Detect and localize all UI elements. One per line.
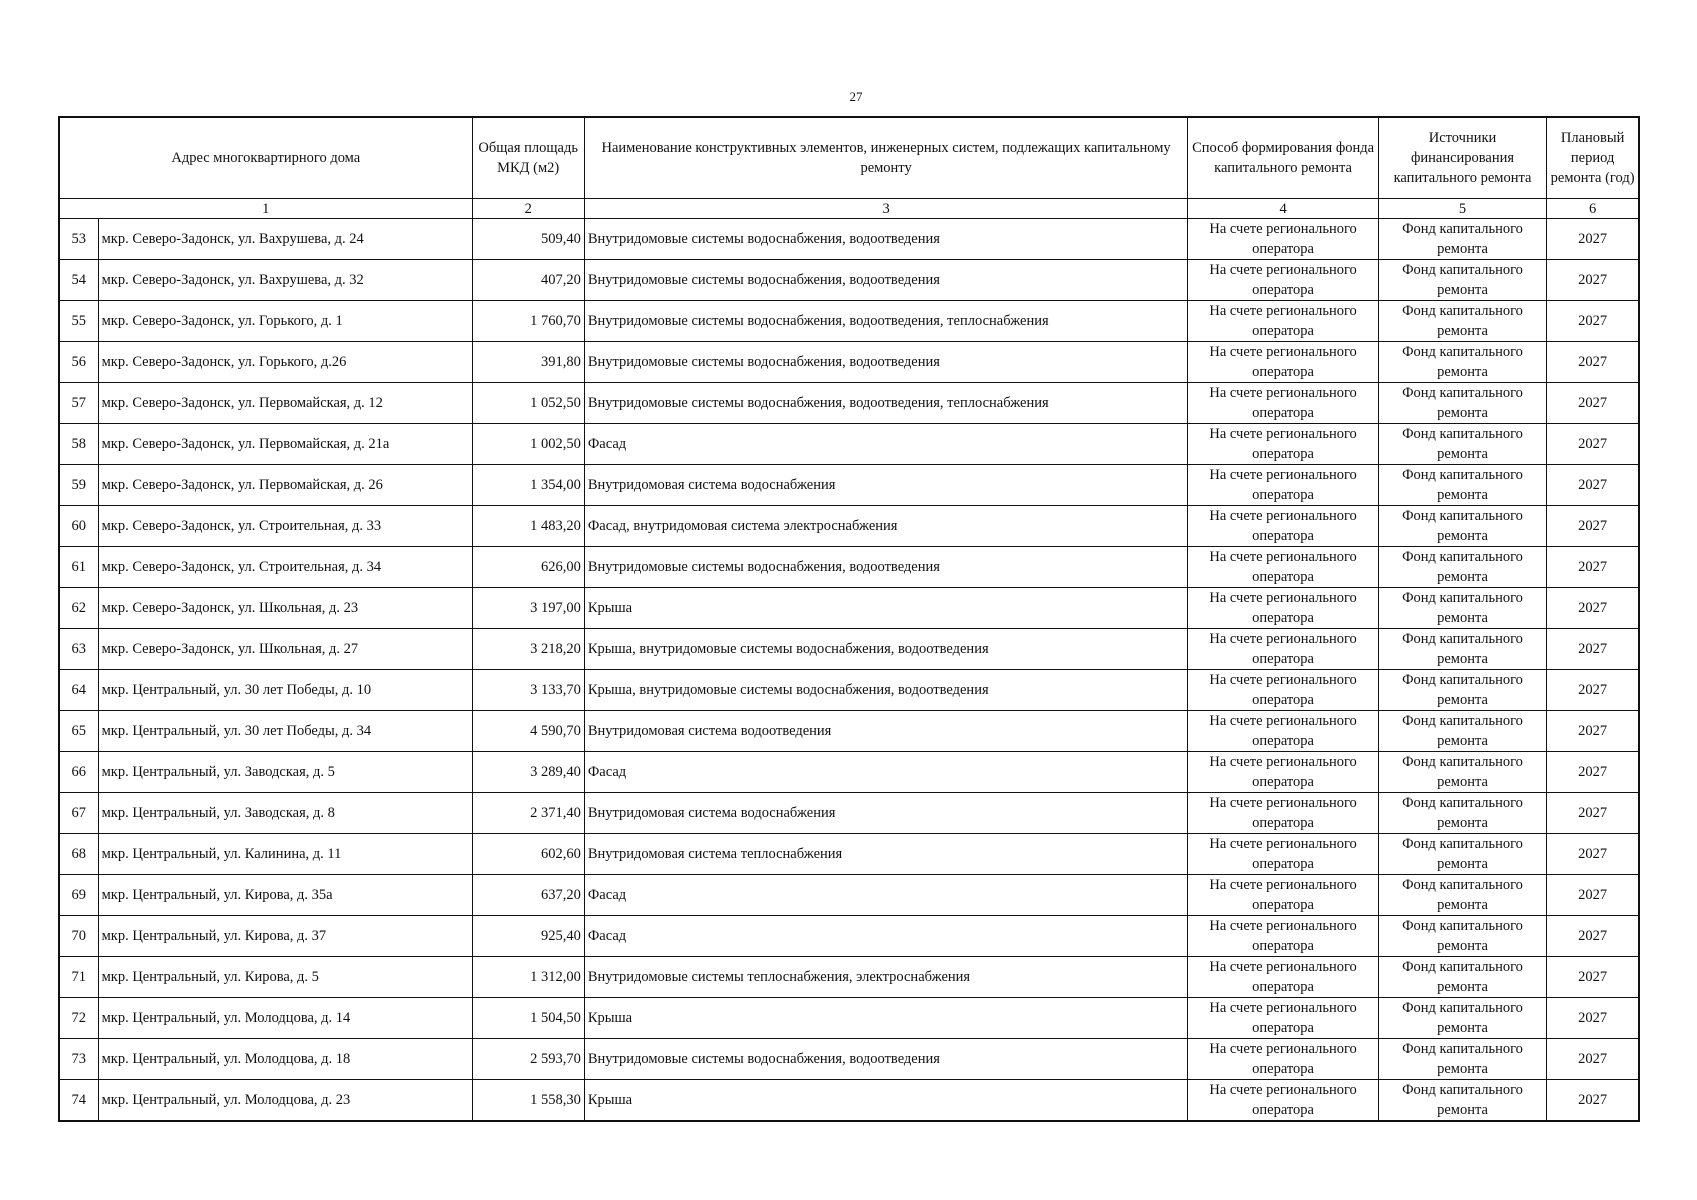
table-row xyxy=(59,875,1639,916)
method-cell: На счете регионального оператора xyxy=(1188,301,1378,342)
source-cell: Фонд капитального ремонта xyxy=(1378,1039,1546,1080)
area-cell: 407,20 xyxy=(472,260,584,301)
area-cell: 1 760,70 xyxy=(472,301,584,342)
row-number: 66 xyxy=(59,752,98,793)
area-cell: 1 312,00 xyxy=(472,957,584,998)
column-number: 1 xyxy=(59,199,472,219)
table-row xyxy=(59,670,1639,711)
address-cell: мкр. Северо-Задонск, ул. Горького, д.26 xyxy=(98,342,472,383)
elements-cell: Внутридомовые системы теплоснабжения, электроснабжения xyxy=(584,957,1188,998)
table-row xyxy=(59,588,1639,629)
table-row xyxy=(59,998,1639,1039)
address-cell: мкр. Центральный, ул. Калинина, д. 11 xyxy=(98,834,472,875)
area-cell: 637,20 xyxy=(472,875,584,916)
table-row xyxy=(59,916,1639,957)
year-cell: 2027 xyxy=(1547,588,1639,629)
elements-cell: Внутридомовые системы водоснабжения, водоотведения xyxy=(584,547,1188,588)
source-cell: Фонд капитального ремонта xyxy=(1378,752,1546,793)
area-cell: 602,60 xyxy=(472,834,584,875)
elements-cell: Внутридомовые системы водоснабжения, водоотведения xyxy=(584,1039,1188,1080)
source-cell: Фонд капитального ремонта xyxy=(1378,260,1546,301)
row-number: 60 xyxy=(59,506,98,547)
header-source: Источники финансирования капитального ремонта xyxy=(1378,117,1546,199)
area-cell: 2 593,70 xyxy=(472,1039,584,1080)
column-number: 6 xyxy=(1547,199,1639,219)
method-cell: На счете регионального оператора xyxy=(1188,793,1378,834)
source-cell: Фонд капитального ремонта xyxy=(1378,834,1546,875)
elements-cell: Внутридомовая система водоотведения xyxy=(584,711,1188,752)
address-cell: мкр. Центральный, ул. Кирова, д. 37 xyxy=(98,916,472,957)
table-row xyxy=(59,342,1639,383)
elements-cell: Крыша xyxy=(584,588,1188,629)
address-cell: мкр. Центральный, ул. Молодцова, д. 23 xyxy=(98,1080,472,1122)
column-number: 4 xyxy=(1188,199,1378,219)
table-body xyxy=(59,219,1639,1122)
source-cell: Фонд капитального ремонта xyxy=(1378,465,1546,506)
address-cell: мкр. Северо-Задонск, ул. Строительная, д. 33 xyxy=(98,506,472,547)
method-cell: На счете регионального оператора xyxy=(1188,875,1378,916)
row-number: 63 xyxy=(59,629,98,670)
row-number: 71 xyxy=(59,957,98,998)
source-cell: Фонд капитального ремонта xyxy=(1378,588,1546,629)
source-cell: Фонд капитального ремонта xyxy=(1378,1080,1546,1122)
area-cell: 3 133,70 xyxy=(472,670,584,711)
method-cell: На счете регионального оператора xyxy=(1188,834,1378,875)
row-number: 73 xyxy=(59,1039,98,1080)
address-cell: мкр. Северо-Задонск, ул. Вахрушева, д. 32 xyxy=(98,260,472,301)
address-cell: мкр. Северо-Задонск, ул. Школьная, д. 27 xyxy=(98,629,472,670)
row-number: 69 xyxy=(59,875,98,916)
header-elements: Наименование конструктивных элементов, инженерных систем, подлежащих капитальному ремонту xyxy=(584,117,1188,199)
elements-cell: Внутридомовые системы водоснабжения, водоотведения xyxy=(584,219,1188,260)
method-cell: На счете регионального оператора xyxy=(1188,1080,1378,1122)
year-cell: 2027 xyxy=(1547,506,1639,547)
source-cell: Фонд капитального ремонта xyxy=(1378,670,1546,711)
row-number: 64 xyxy=(59,670,98,711)
source-cell: Фонд капитального ремонта xyxy=(1378,383,1546,424)
column-number: 5 xyxy=(1378,199,1546,219)
elements-cell: Крыша xyxy=(584,1080,1188,1122)
elements-cell: Внутридомовая система водоснабжения xyxy=(584,793,1188,834)
table-row xyxy=(59,465,1639,506)
elements-cell: Внутридомовые системы водоснабжения, водоотведения xyxy=(584,342,1188,383)
row-number: 57 xyxy=(59,383,98,424)
row-number: 67 xyxy=(59,793,98,834)
elements-cell: Крыша, внутридомовые системы водоснабжения, водоотведения xyxy=(584,629,1188,670)
elements-cell: Внутридомовая система водоснабжения xyxy=(584,465,1188,506)
year-cell: 2027 xyxy=(1547,301,1639,342)
header-address: Адрес многоквартирного дома xyxy=(59,117,472,199)
year-cell: 2027 xyxy=(1547,916,1639,957)
year-cell: 2027 xyxy=(1547,670,1639,711)
row-number: 59 xyxy=(59,465,98,506)
year-cell: 2027 xyxy=(1547,875,1639,916)
method-cell: На счете регионального оператора xyxy=(1188,219,1378,260)
area-cell: 3 197,00 xyxy=(472,588,584,629)
row-number: 70 xyxy=(59,916,98,957)
area-cell: 626,00 xyxy=(472,547,584,588)
address-cell: мкр. Северо-Задонск, ул. Первомайская, д. 26 xyxy=(98,465,472,506)
row-number: 74 xyxy=(59,1080,98,1122)
year-cell: 2027 xyxy=(1547,1080,1639,1122)
area-cell: 391,80 xyxy=(472,342,584,383)
year-cell: 2027 xyxy=(1547,752,1639,793)
table-row xyxy=(59,834,1639,875)
area-cell: 925,40 xyxy=(472,916,584,957)
source-cell: Фонд капитального ремонта xyxy=(1378,793,1546,834)
table-row xyxy=(59,1080,1639,1122)
area-cell: 1 483,20 xyxy=(472,506,584,547)
year-cell: 2027 xyxy=(1547,342,1639,383)
table-row xyxy=(59,793,1639,834)
address-cell: мкр. Северо-Задонск, ул. Горького, д. 1 xyxy=(98,301,472,342)
method-cell: На счете регионального оператора xyxy=(1188,670,1378,711)
area-cell: 509,40 xyxy=(472,219,584,260)
address-cell: мкр. Центральный, ул. 30 лет Победы, д. 10 xyxy=(98,670,472,711)
capital-repair-table xyxy=(58,116,1640,1122)
address-cell: мкр. Центральный, ул. Молодцова, д. 14 xyxy=(98,998,472,1039)
area-cell: 3 289,40 xyxy=(472,752,584,793)
method-cell: На счете регионального оператора xyxy=(1188,465,1378,506)
address-cell: мкр. Северо-Задонск, ул. Строительная, д. 34 xyxy=(98,547,472,588)
address-cell: мкр. Центральный, ул. Заводская, д. 8 xyxy=(98,793,472,834)
header-row xyxy=(59,117,1639,199)
elements-cell: Крыша xyxy=(584,998,1188,1039)
header-method: Способ формирования фонда капитального ремонта xyxy=(1188,117,1378,199)
source-cell: Фонд капитального ремонта xyxy=(1378,219,1546,260)
column-number: 3 xyxy=(584,199,1188,219)
year-cell: 2027 xyxy=(1547,465,1639,506)
address-cell: мкр. Центральный, ул. Молодцова, д. 18 xyxy=(98,1039,472,1080)
elements-cell: Фасад xyxy=(584,752,1188,793)
method-cell: На счете регионального оператора xyxy=(1188,342,1378,383)
year-cell: 2027 xyxy=(1547,711,1639,752)
method-cell: На счете регионального оператора xyxy=(1188,588,1378,629)
source-cell: Фонд капитального ремонта xyxy=(1378,547,1546,588)
method-cell: На счете регионального оператора xyxy=(1188,916,1378,957)
source-cell: Фонд капитального ремонта xyxy=(1378,629,1546,670)
area-cell: 4 590,70 xyxy=(472,711,584,752)
column-number-row xyxy=(59,199,1639,219)
row-number: 54 xyxy=(59,260,98,301)
method-cell: На счете регионального оператора xyxy=(1188,1039,1378,1080)
year-cell: 2027 xyxy=(1547,260,1639,301)
year-cell: 2027 xyxy=(1547,998,1639,1039)
year-cell: 2027 xyxy=(1547,1039,1639,1080)
table-row xyxy=(59,301,1639,342)
source-cell: Фонд капитального ремонта xyxy=(1378,506,1546,547)
elements-cell: Внутридомовые системы водоснабжения, водоотведения, теплоснабжения xyxy=(584,301,1188,342)
method-cell: На счете регионального оператора xyxy=(1188,711,1378,752)
area-cell: 1 558,30 xyxy=(472,1080,584,1122)
elements-cell: Фасад xyxy=(584,916,1188,957)
area-cell: 1 052,50 xyxy=(472,383,584,424)
elements-cell: Крыша, внутридомовые системы водоснабжения, водоотведения xyxy=(584,670,1188,711)
year-cell: 2027 xyxy=(1547,219,1639,260)
row-number: 56 xyxy=(59,342,98,383)
source-cell: Фонд капитального ремонта xyxy=(1378,301,1546,342)
table-row xyxy=(59,957,1639,998)
elements-cell: Фасад xyxy=(584,875,1188,916)
row-number: 61 xyxy=(59,547,98,588)
table-row xyxy=(59,383,1639,424)
table-row xyxy=(59,752,1639,793)
elements-cell: Внутридомовые системы водоснабжения, водоотведения, теплоснабжения xyxy=(584,383,1188,424)
row-number: 55 xyxy=(59,301,98,342)
area-cell: 1 354,00 xyxy=(472,465,584,506)
year-cell: 2027 xyxy=(1547,424,1639,465)
address-cell: мкр. Центральный, ул. Заводская, д. 5 xyxy=(98,752,472,793)
row-number: 58 xyxy=(59,424,98,465)
row-number: 65 xyxy=(59,711,98,752)
table-row xyxy=(59,424,1639,465)
area-cell: 1 504,50 xyxy=(472,998,584,1039)
area-cell: 1 002,50 xyxy=(472,424,584,465)
table-row xyxy=(59,260,1639,301)
method-cell: На счете регионального оператора xyxy=(1188,998,1378,1039)
method-cell: На счете регионального оператора xyxy=(1188,506,1378,547)
address-cell: мкр. Северо-Задонск, ул. Первомайская, д. 21а xyxy=(98,424,472,465)
method-cell: На счете регионального оператора xyxy=(1188,424,1378,465)
elements-cell: Фасад, внутридомовая система электроснабжения xyxy=(584,506,1188,547)
area-cell: 3 218,20 xyxy=(472,629,584,670)
source-cell: Фонд капитального ремонта xyxy=(1378,957,1546,998)
year-cell: 2027 xyxy=(1547,547,1639,588)
source-cell: Фонд капитального ремонта xyxy=(1378,711,1546,752)
row-number: 53 xyxy=(59,219,98,260)
page-number: 27 xyxy=(849,89,863,104)
elements-cell: Фасад xyxy=(584,424,1188,465)
source-cell: Фонд капитального ремонта xyxy=(1378,342,1546,383)
table-row xyxy=(59,629,1639,670)
table-row xyxy=(59,1039,1639,1080)
source-cell: Фонд капитального ремонта xyxy=(1378,424,1546,465)
row-number: 72 xyxy=(59,998,98,1039)
year-cell: 2027 xyxy=(1547,793,1639,834)
table-row xyxy=(59,219,1639,260)
row-number: 62 xyxy=(59,588,98,629)
column-number: 2 xyxy=(472,199,584,219)
address-cell: мкр. Центральный, ул. 30 лет Победы, д. 34 xyxy=(98,711,472,752)
method-cell: На счете регионального оператора xyxy=(1188,629,1378,670)
row-number: 68 xyxy=(59,834,98,875)
header-period: Плановый период ремонта (год) xyxy=(1547,117,1639,199)
elements-cell: Внутридомовая система теплоснабжения xyxy=(584,834,1188,875)
method-cell: На счете регионального оператора xyxy=(1188,547,1378,588)
address-cell: мкр. Северо-Задонск, ул. Вахрушева, д. 24 xyxy=(98,219,472,260)
source-cell: Фонд капитального ремонта xyxy=(1378,875,1546,916)
source-cell: Фонд капитального ремонта xyxy=(1378,998,1546,1039)
address-cell: мкр. Центральный, ул. Кирова, д. 5 xyxy=(98,957,472,998)
method-cell: На счете регионального оператора xyxy=(1188,957,1378,998)
source-cell: Фонд капитального ремонта xyxy=(1378,916,1546,957)
table-row xyxy=(59,547,1639,588)
address-cell: мкр. Центральный, ул. Кирова, д. 35а xyxy=(98,875,472,916)
year-cell: 2027 xyxy=(1547,383,1639,424)
elements-cell: Внутридомовые системы водоснабжения, водоотведения xyxy=(584,260,1188,301)
address-cell: мкр. Северо-Задонск, ул. Школьная, д. 23 xyxy=(98,588,472,629)
method-cell: На счете регионального оператора xyxy=(1188,752,1378,793)
table-row xyxy=(59,506,1639,547)
method-cell: На счете регионального оператора xyxy=(1188,383,1378,424)
address-cell: мкр. Северо-Задонск, ул. Первомайская, д. 12 xyxy=(98,383,472,424)
area-cell: 2 371,40 xyxy=(472,793,584,834)
header-area: Общая площадь МКД (м2) xyxy=(472,117,584,199)
year-cell: 2027 xyxy=(1547,629,1639,670)
year-cell: 2027 xyxy=(1547,834,1639,875)
table-row xyxy=(59,711,1639,752)
method-cell: На счете регионального оператора xyxy=(1188,260,1378,301)
year-cell: 2027 xyxy=(1547,957,1639,998)
